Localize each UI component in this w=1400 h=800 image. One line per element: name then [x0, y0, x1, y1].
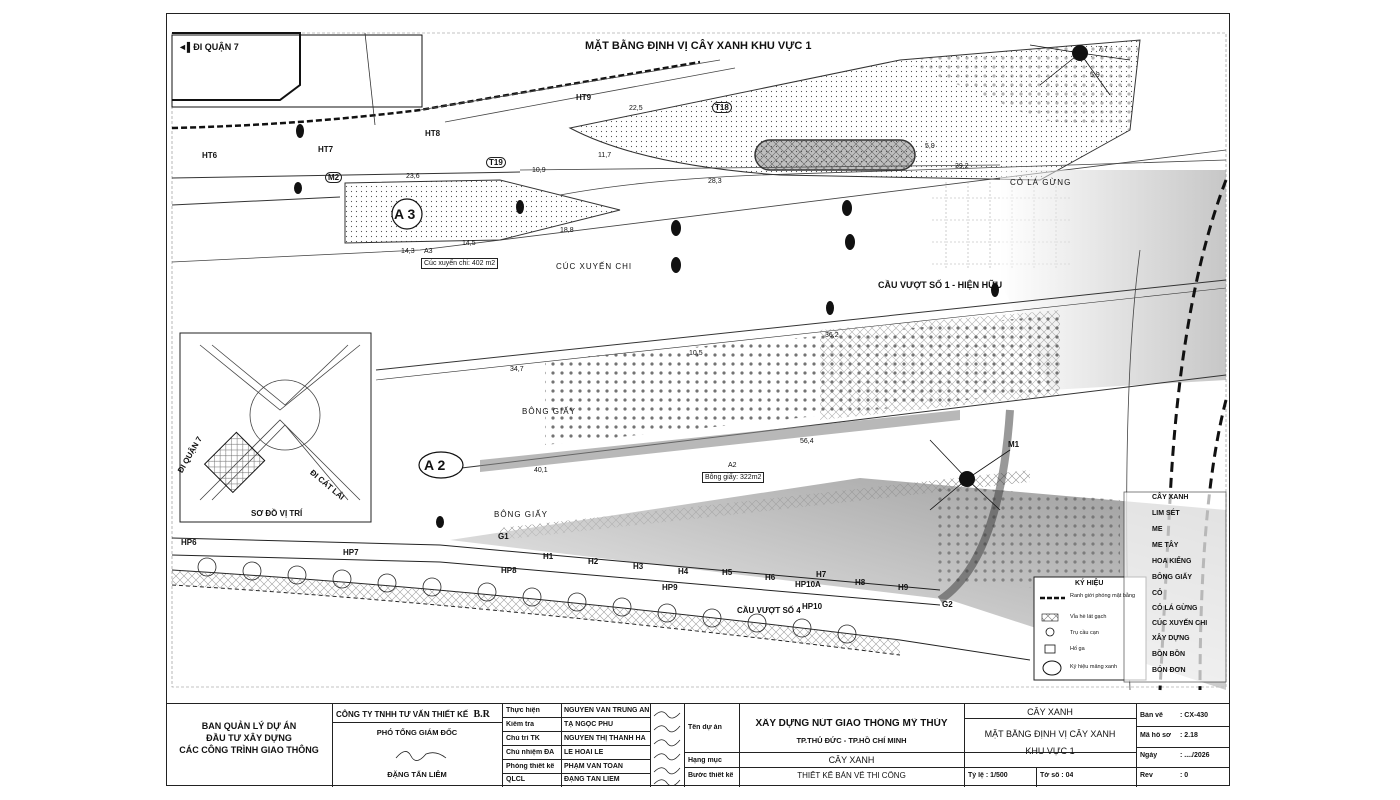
dimension-label: 10,9: [532, 167, 546, 174]
role-name: ĐẶNG TẤN LIÊM: [564, 776, 620, 783]
station-tag: H5: [722, 568, 733, 577]
inset-to-q7: ĐI QUẬN 7: [176, 434, 205, 475]
role-label: Chủ nhiệm ĐA: [506, 749, 555, 756]
role-label: Thực hiện: [506, 707, 540, 714]
dimension-label: 34,7: [510, 366, 524, 373]
company-name: CÔNG TY TNHH TƯ VẤN THIẾT KẾ B.R: [336, 709, 490, 720]
legend-row: Trụ cầu cạn: [1070, 630, 1099, 636]
ban-ve-label: Bản vẽ: [1140, 712, 1163, 719]
station-tag: H4: [678, 567, 689, 576]
inset-title: SƠ ĐỒ VỊ TRÍ: [251, 509, 303, 518]
tree-list-item: HOA KIỂNG: [1152, 558, 1192, 565]
bridge-label: CẦU VƯỢT SỐ 1 - HIỆN HỮU: [878, 280, 1003, 290]
step-value: THIẾT KẾ BẢN VẼ THI CÔNG: [797, 771, 906, 780]
station-tag: T19: [486, 157, 506, 168]
legend-row: Ranh giới phóng mặt bằng: [1070, 593, 1136, 599]
ngay-label: Ngày: [1140, 752, 1158, 759]
station-tag: HP7: [343, 548, 359, 557]
tree-list-item: CÚC XUYẾN CHI: [1152, 620, 1208, 627]
dimension-label: 28,3: [708, 178, 722, 185]
legend-row: Vỉa hè lát gạch: [1070, 614, 1107, 620]
bong-giay-label-1: BÔNG GIẤY: [522, 407, 576, 416]
dimension-label: 7,7: [1098, 46, 1108, 53]
dimension-label: 22,5: [629, 105, 643, 112]
station-tag: G1: [498, 532, 509, 541]
station-tag: HT7: [318, 145, 334, 154]
title-block: [166, 703, 1230, 787]
dimension-label: 36,2: [825, 332, 839, 339]
station-tag: HP6: [181, 538, 197, 547]
role-signatures: [652, 706, 682, 786]
rev-label: Rev: [1140, 772, 1153, 779]
role-name: TẠ NGỌC PHÚ: [564, 721, 613, 728]
tree-list-item: BỒN BỒN: [1152, 651, 1186, 658]
station-tag: H6: [765, 573, 776, 582]
role-name: NGUYỄN THỊ THANH HÀ: [564, 735, 646, 742]
deputy-signature: [391, 744, 451, 764]
project-location: TP.THỦ ĐỨC - TP.HỒ CHÍ MINH: [796, 736, 907, 745]
tree-list-item: XÂY DỰNG: [1152, 635, 1190, 642]
ma-ho-so-label: Mã hồ sơ: [1140, 732, 1172, 739]
station-tag: G2: [942, 600, 953, 609]
sheet-title-2: MẶT BẰNG ĐỊNH VỊ CÂY XANH: [984, 729, 1116, 739]
dimension-label: 14,3: [401, 248, 415, 255]
deputy-title: PHÓ TỔNG GIÁM ĐỐC: [376, 728, 458, 737]
dimension-label: 23,6: [406, 173, 420, 180]
station-tag: HP8: [501, 566, 517, 575]
tree-list-item: ME: [1152, 526, 1163, 533]
dimension-label: 5,9: [1090, 72, 1100, 79]
item-value: CÂY XANH: [828, 755, 875, 765]
ma-ho-so-value: : 2.18: [1180, 732, 1198, 739]
dimension-label: 10,5: [689, 350, 703, 357]
role-name: PHẠM VĂN TOÀN: [564, 763, 623, 770]
bridge4-label: CẦU VƯỢT SỐ 4: [737, 606, 801, 615]
area-a2-name: A2: [728, 462, 737, 469]
tree-list-item: ME TÂY: [1152, 542, 1179, 549]
tree-list-item: LIM SÉT: [1152, 510, 1180, 517]
owner-block: BAN QUẢN LÝ DỰ ÁN ĐẦU TƯ XÂY DỰNG CÁC CÔNG TRÌNH GIAO THÔNG: [179, 721, 319, 755]
role-name: NGUYỄN VĂN TRUNG AN: [564, 707, 650, 714]
sheet-title-3: KHU VỰC 1: [1025, 746, 1075, 756]
tree-list-item: BÓN ĐƠN: [1152, 667, 1186, 674]
station-tag: H2: [588, 557, 599, 566]
dimension-label: 56,4: [800, 438, 814, 445]
cuc-xuyen-chi-label: CÚC XUYẾN CHI: [556, 262, 633, 271]
station-tag: HT9: [576, 93, 592, 102]
station-tag: HT8: [425, 129, 441, 138]
area-a3-name: A3: [424, 248, 433, 255]
inset-to-cat-lai: ĐI CÁT LÁI: [308, 468, 347, 502]
station-tag: HP10A: [795, 580, 821, 589]
station-tag: HT6: [202, 151, 218, 160]
dimension-label: 14,5: [462, 240, 476, 247]
tree-list-item: CỎ LÁ GỪNG: [1152, 605, 1198, 612]
sheet-title-1: CÂY XANH: [1027, 707, 1073, 717]
ngay-value: : ..../2026: [1180, 752, 1210, 759]
area-a3-id: A 3: [394, 206, 416, 222]
dimension-label: 39,2: [955, 163, 969, 170]
area-a3-note: Cúc xuyến chi: 402 m2: [421, 258, 498, 269]
role-label: Chủ trì TK: [506, 735, 540, 742]
role-label: Phòng thiết kế: [506, 763, 555, 770]
dimension-label: 40,1: [534, 467, 548, 474]
tree-list-item: BÔNG GIẤY: [1152, 574, 1193, 581]
station-tag: H7: [816, 570, 827, 579]
company-logo: B.R: [473, 709, 490, 720]
dimension-label: 5,9: [925, 143, 935, 150]
co-la-gung-label: CỎ LÁ GỪNG: [1010, 178, 1072, 187]
bong-giay-label-2: BÔNG GIẤY: [494, 510, 548, 519]
legend-row: Ký hiệu mảng xanh: [1070, 664, 1118, 670]
project-label: Tên dự án: [688, 724, 722, 731]
station-tag: T18: [712, 102, 732, 113]
rev-value: : 0: [1180, 772, 1189, 779]
drawing-title: MẶT BẰNG ĐỊNH VỊ CÂY XANH KHU VỰC 1: [585, 40, 812, 52]
area-a2-note: Bông giấy: 322m2: [702, 472, 764, 483]
station-tag: HP10: [802, 602, 823, 611]
ban-ve-value: : CX-430: [1180, 712, 1209, 719]
tree-list-header: CÂY XANH: [1152, 494, 1189, 501]
dimension-label: 18,8: [560, 227, 574, 234]
sheet-no: Tờ số : 04: [1040, 772, 1074, 779]
station-tag: H3: [633, 562, 644, 571]
station-tag: H8: [855, 578, 866, 587]
station-tag: H9: [898, 583, 909, 592]
dimension-label: 11,7: [598, 152, 612, 159]
role-name: LÊ HOÀI LÊ: [564, 749, 604, 756]
item-label: Hạng mục: [688, 757, 722, 764]
legend-title: KÝ HIỆU: [1075, 580, 1104, 587]
scale: Tỷ lệ : 1/500: [968, 772, 1008, 779]
role-label: Kiểm tra: [506, 721, 535, 728]
deputy-name: ĐẶNG TẤN LIÊM: [387, 770, 447, 779]
station-tag: H1: [543, 552, 554, 561]
station-tag: HP9: [662, 583, 678, 592]
direction-q7-label: ◄▌ĐI QUẬN 7: [178, 42, 239, 52]
area-a2-id: A 2: [424, 457, 446, 473]
legend-row: Hố ga: [1070, 646, 1085, 652]
role-label: QLCL: [506, 776, 526, 783]
step-label: Bước thiết kế: [688, 772, 734, 779]
station-tag: M1: [1008, 440, 1020, 449]
station-tag: M2: [325, 172, 342, 183]
project-name: XÂY DỰNG NÚT GIAO THÔNG MỸ THỦY: [755, 718, 948, 729]
tree-list-item: CỎ: [1152, 590, 1163, 597]
